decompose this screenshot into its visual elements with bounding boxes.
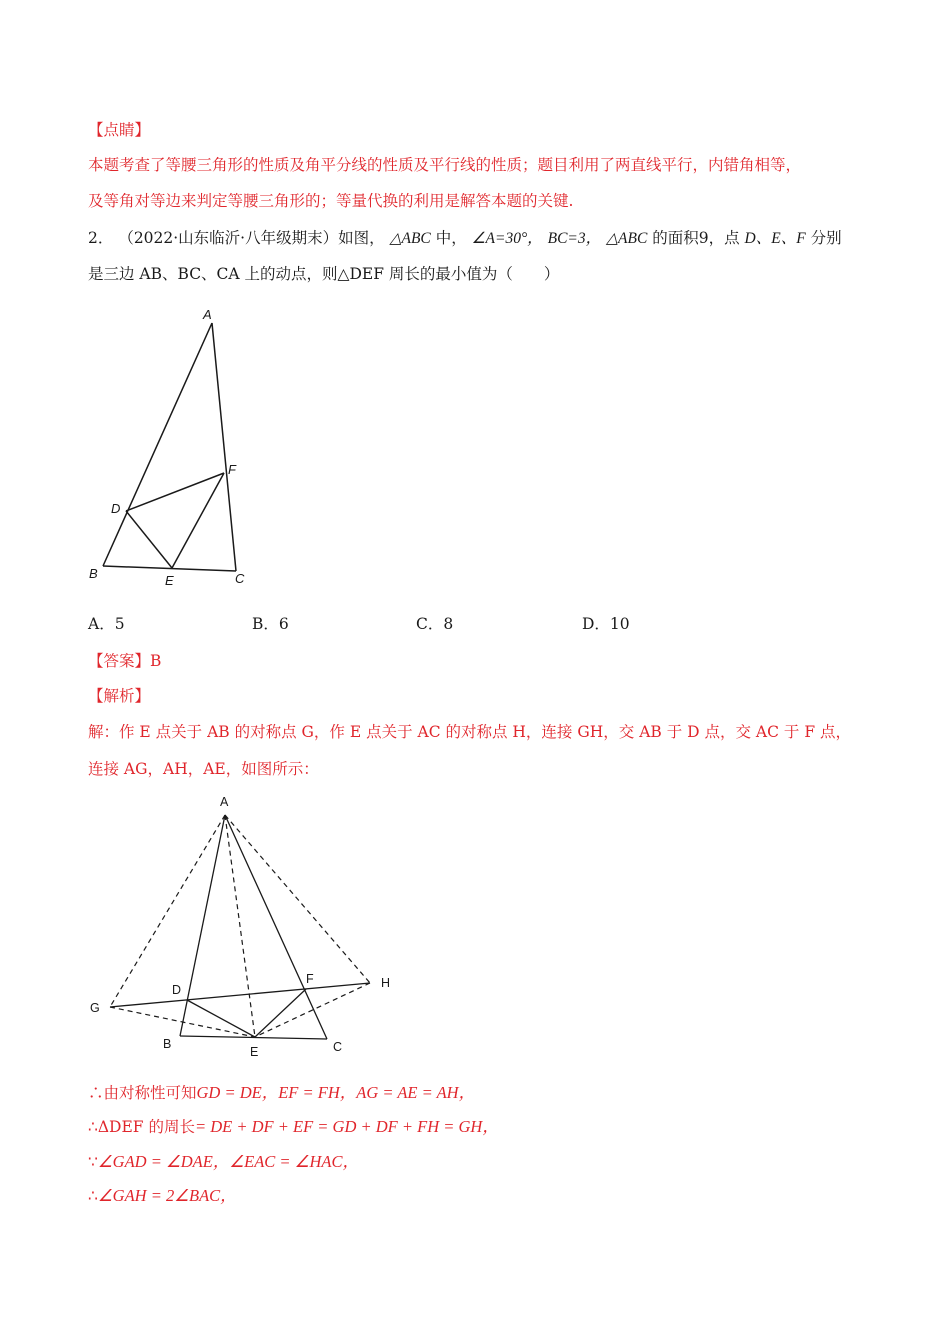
label-g: G — [90, 1001, 100, 1015]
option-d: D．10 — [582, 615, 630, 633]
step-4-math: ∠GAH = 2∠BAC， — [97, 1186, 237, 1205]
label-a: A — [203, 307, 212, 322]
points-def: D、E、F — [744, 230, 806, 247]
step-3-math: ∠GAD = ∠DAE，∠EAC = ∠HAC， — [97, 1152, 359, 1171]
question-line-1 — [88, 226, 842, 248]
side-ac — [212, 323, 236, 571]
side-bc — [103, 566, 236, 571]
label-a: A — [220, 795, 229, 809]
figure-2-construction — [80, 790, 410, 1060]
label-d: D — [111, 501, 121, 516]
label-c: C — [235, 571, 245, 586]
answer-line — [88, 649, 161, 671]
step-2 — [88, 1113, 499, 1137]
segment-ge — [110, 1007, 255, 1037]
segment-ag — [110, 815, 225, 1007]
segment-ef — [172, 473, 224, 568]
question-source: （2022·山东临沂·八年级期末）如图， — [118, 229, 385, 247]
segment-gh — [110, 983, 370, 1007]
label-h: H — [381, 976, 391, 990]
segment-de — [187, 1000, 255, 1037]
question-area: 的面积9，点 — [652, 229, 740, 247]
step-3-prefix: ∵ — [88, 1153, 98, 1171]
question-tail: 分别 — [810, 229, 842, 247]
label-e: E — [165, 573, 174, 588]
step-3 — [88, 1148, 359, 1172]
triangle-abc: △ABC — [389, 230, 431, 247]
option-c: C．8 — [416, 615, 454, 633]
label-b: B — [163, 1037, 172, 1051]
angle-a: ∠A=30°， — [471, 230, 543, 247]
step-4 — [88, 1182, 237, 1206]
label-f: F — [306, 972, 314, 986]
answer-value: B — [150, 652, 162, 670]
label-b: B — [89, 566, 98, 581]
triangle-abc-2: △ABC — [606, 230, 648, 247]
segment-ah — [225, 815, 370, 983]
segment-fe — [255, 989, 306, 1037]
figure-1-triangle — [80, 300, 280, 600]
step-2-prefix: ∴ΔDEF 的周长 — [88, 1118, 195, 1136]
side-bc: BC=3， — [547, 230, 602, 247]
side-ab — [103, 323, 212, 566]
step-2-math: = DE + DF + EF = GD + DF + FH = GH， — [194, 1117, 499, 1136]
label-c: C — [333, 1040, 343, 1054]
comment-line-1: 本题考查了等腰三角形的性质及角平分线的性质及平行线的性质；题目利用了两直线平行，内错角相等， — [88, 156, 802, 174]
side-ab — [180, 815, 225, 1036]
comment-line-2: 及等角对等边来判定等腰三角形的；等量代换的利用是解答本题的关键. — [88, 192, 574, 210]
option-a: A．5 — [88, 615, 125, 633]
step-1-prefix: ∴由对称性可知 — [88, 1084, 197, 1102]
option-b: B．6 — [252, 615, 289, 633]
analysis-line-2: 连接 AG，AH，AE，如图所示： — [88, 760, 319, 778]
label-f: F — [228, 462, 236, 477]
segment-df — [126, 473, 224, 511]
comment-header: 【点睛】 — [88, 121, 151, 139]
analysis-header: 【解析】 — [88, 687, 151, 705]
step-1 — [88, 1079, 475, 1103]
side-ac — [225, 815, 327, 1039]
segment-he — [255, 983, 370, 1037]
question-line-2: 是三边 AB、BC、CA 上的动点，则△DEF 周长的最小值为（ ） — [88, 265, 560, 283]
analysis-line-1: 解：作 E 点关于 AB 的对称点 G，作 E 点关于 AC 的对称点 H，连接 GH，交 AB 于 D 点，交 AC 于 F 点， — [88, 723, 851, 741]
label-e: E — [250, 1045, 259, 1059]
segment-de — [126, 511, 172, 568]
answer-header: 【答案】 — [88, 652, 151, 670]
step-4-prefix: ∴ — [88, 1187, 98, 1205]
step-1-math: GD = DE，EF = FH，AG = AE = AH， — [196, 1083, 476, 1102]
label-d: D — [172, 983, 182, 997]
question-number: 2． — [88, 229, 114, 247]
question-mid: 中， — [435, 229, 467, 247]
